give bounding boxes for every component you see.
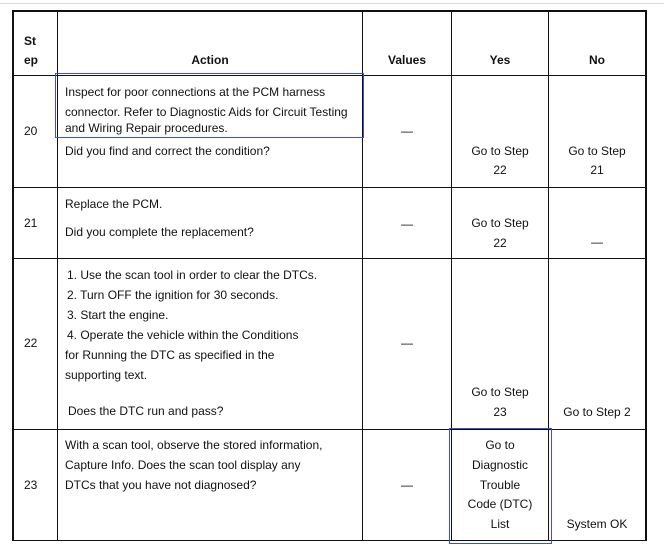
step-number: 22 [24, 336, 38, 350]
action-line: 4. Operate the vehicle within the Conditions [67, 328, 299, 342]
values-cell: — [401, 478, 413, 492]
no-line: 21 [590, 163, 604, 177]
page-top-divider [0, 3, 664, 4]
header-values: Values [387, 53, 427, 67]
action-line: for Running the DTC as specified in the [65, 348, 275, 362]
action-question: Does the DTC run and pass? [68, 404, 224, 418]
yes-line: 23 [493, 405, 507, 419]
yes-line: Code (DTC) [467, 497, 533, 511]
header-yes: Yes [489, 53, 511, 67]
action-line: With a scan tool, observe the stored information, [65, 438, 323, 452]
header-no: No [589, 53, 605, 67]
selection-highlight-action [55, 73, 364, 138]
yes-line: Go to Step [471, 216, 529, 230]
values-cell: — [401, 217, 413, 231]
yes-line: 22 [493, 236, 507, 250]
no-line: Go to Step [568, 144, 626, 158]
action-line: Capture Info. Does the scan tool display any [65, 458, 301, 472]
header-step-2: ep [24, 53, 39, 67]
action-line: connector. Refer to Diagnostic Aids for Circuit Testing [65, 105, 348, 119]
yes-line: List [490, 517, 510, 531]
no-cell: Go to Step 2 [563, 405, 631, 419]
action-line: DTCs that you have not diagnosed? [65, 478, 257, 492]
selection-highlight-yes [449, 428, 552, 544]
yes-line: 22 [493, 163, 507, 177]
yes-line: Go to Step [471, 144, 529, 158]
yes-line: Trouble [479, 478, 521, 492]
values-cell: — [401, 336, 413, 350]
no-cell: — [591, 235, 603, 249]
values-cell: — [401, 124, 413, 138]
step-number: 21 [24, 216, 38, 230]
step-number: 23 [24, 478, 38, 492]
step-number: 20 [24, 124, 38, 138]
action-line: 3. Start the engine. [67, 308, 169, 322]
action-line: 1. Use the scan tool in order to clear the DTCs. [67, 268, 318, 282]
action-question: Did you complete the replacement? [65, 225, 254, 239]
no-cell: System OK [566, 517, 628, 531]
header-step-1: St [24, 34, 36, 48]
yes-line: Go to Step [471, 385, 529, 399]
action-line: and Wiring Repair procedures. [65, 121, 228, 135]
yes-line: Diagnostic [471, 458, 529, 472]
header-action: Action [191, 53, 229, 67]
yes-line: Go to [485, 438, 515, 452]
action-line: Replace the PCM. [65, 197, 163, 211]
action-line: supporting text. [65, 368, 148, 382]
action-line: 2. Turn OFF the ignition for 30 seconds. [67, 288, 279, 302]
action-line: Inspect for poor connections at the PCM harness [65, 85, 326, 99]
action-question: Did you find and correct the condition? [65, 144, 270, 158]
